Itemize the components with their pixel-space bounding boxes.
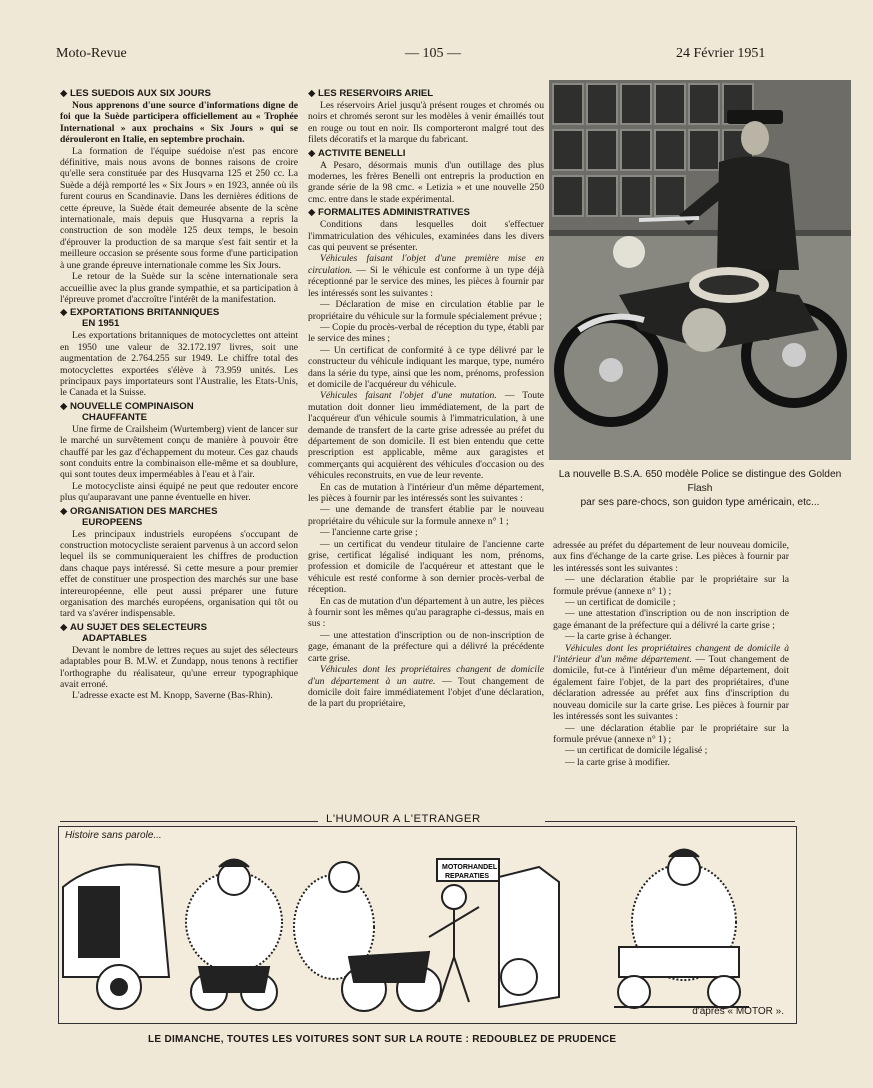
list-item: — une déclaration établie par le propriétaire sur la formule prévue (annexe n° 1) ; — [553, 722, 789, 745]
article-heading: ◆ FORMALITES ADMINISTRATIVES — [308, 207, 470, 219]
list-item: — une attestation d'inscription ou de non inscription de gage émanant de la préfecture qui a délivré la carte grise ; — [553, 608, 789, 631]
article-paragraph: En cas de mutation d'un département à un autre, les pièces à fournir sont les mêmes qu'au paragraphe ci-dessus, mais en sus : — [308, 595, 544, 630]
list-item: — l'ancienne carte grise ; — [320, 527, 418, 539]
column-right — [553, 540, 789, 768]
motorcycle-photo-illustration — [549, 80, 851, 460]
article-paragraph: A Pesaro, désormais munis d'un outillage des plus modernes, les frères Benelli ont entrepris la production en grande série de la 98 cmc. « Letizia » et une nouvelle 250 cmc. entre dans le stade expérimental. — [308, 159, 544, 205]
article-heading: ◆ ACTIVITE BENELLI — [308, 147, 406, 159]
shop-sign-line1: MOTORHANDEL — [442, 864, 498, 871]
humour-section-title: L'HUMOUR A L'ETRANGER — [326, 813, 481, 825]
article-paragraph: L'adresse exacte est M. Knopp, Saverne (Bas-Rhin). — [72, 690, 273, 702]
article-paragraph: Nous apprenons d'une source d'informations digne de foi que la Suède participera officiellement au « Trophée International » aux prochains « Six Jours » qui se dérouleront en Italie, en septembre prochain. — [60, 100, 298, 146]
header-magazine-name: Moto-Revue — [56, 46, 127, 61]
article-paragraph: Véhicules dont les propriétaires changent de domicile à l'intérieur d'un même département. — Tout changement de domicile, fut-ce à l'intérieur d'un même département, doit également faire l'objet, de la part des propriétaires, d'une déclaration adressée au préfet aux fins d'inscription du nouveau domicile sur la carte grise. Les pièces à fournir par les intéressés sont les suivantes : — [553, 642, 790, 723]
list-item: — un certificat de domicile ; — [565, 597, 676, 609]
diamond-bullet-icon: ◆ — [308, 147, 316, 159]
divider-line — [545, 821, 795, 822]
diamond-bullet-icon: ◆ — [60, 505, 68, 517]
article-paragraph: Les principaux industriels européens s'occupant de construction motocycliste seraient parvenus à un accord selon lequel ils se communiqueraient les chiffres de production dans chaque pays intéressé. Si cette mesure a pour premier effet de constituer une prospection des marchés sur une base intereuropéenne, elle peut aussi préparer une future organisation des marchés européens, organisation qui tôt ou tard va s'avérer indispensable. — [60, 528, 298, 620]
diamond-bullet-icon: ◆ — [60, 621, 68, 633]
list-item: — une attestation d'inscription ou de non-inscription de gage, émanant de la préfecture qui a délivré la précédente carte grise. — [308, 629, 544, 664]
diamond-bullet-icon: ◆ — [308, 88, 316, 99]
photo-caption: La nouvelle B.S.A. 650 modèle Police se distingue des Golden Flash par ses pare-chocs, son guidon type américain, etc... — [558, 469, 842, 508]
footer-safety-slogan: LE DIMANCHE, TOUTES LES VOITURES SONT SUR LA ROUTE : REDOUBLEZ DE PRUDENCE — [148, 1034, 617, 1045]
article-heading: ◆ AU SUJET DES SELECTEURS ADAPTABLES — [60, 621, 208, 644]
article-paragraph: Le motocycliste ainsi équipé ne peut que redouter encore plus qu'auparavant une panne éventuelle en hiver. — [60, 480, 298, 504]
article-heading: ◆ EXPORTATIONS BRITANNIQUES EN 1951 — [60, 307, 220, 330]
header-date: 24 Février 1951 — [676, 46, 766, 61]
article-paragraph: Les réservoirs Ariel jusqu'à présent rouges et chromés ou noirs et chromés seront sur les modèles à venir émaillés tout en rouge ou tout en noir. Ils comporteront malgré tout des filets décoratifs et la marque du fabricant. — [308, 100, 544, 146]
diamond-bullet-icon: ◆ — [308, 207, 316, 219]
article-paragraph: Véhicules faisant l'objet d'une première mise en circulation. — Si le véhicule est conforme à un type déjà réceptionné par le service des mines, les pièces à fournir par les intéressés sont les suivantes : — [308, 253, 544, 299]
diamond-bullet-icon: ◆ — [60, 88, 68, 99]
article-paragraph: adressée au préfet du département de leur nouveau domicile, aux fins d'échange de la carte grise. Les pièces à fournir par les intéressés sont les suivantes : — [553, 540, 789, 574]
list-item: — Un certificat de conformité à ce type délivré par le constructeur du véhicule indiquant les marque, type, numéro dans la série du type, ainsi que les nom, prénoms, profession et domicile de l'acquéreur du véhicule. — [308, 344, 544, 390]
list-item: — un certificat du vendeur titulaire de l'ancienne carte grise, certificat légalisé indiquant les nom, prénoms, profession et domicile de l'acquéreur et attestant que le véhicule est resté conforme à son dernier procès-verbal de réception. — [308, 538, 544, 596]
cartoon-illustration — [59, 827, 796, 1023]
article-paragraph: Conditions dans lesquelles doit s'effectuer l'immatriculation des véhicules, examinées dans les divers cas qui peuvent se présenter. — [308, 219, 544, 254]
cartoon-credit: d'après « MOTOR ». — [692, 1006, 784, 1017]
list-item: — la carte grise à modifier. — [565, 756, 670, 768]
article-heading: ◆ LES SUEDOIS AUX SIX JOURS — [60, 88, 211, 99]
article-heading: ◆ NOUVELLE COMPINAISON CHAUFFANTE — [60, 400, 194, 423]
list-item: — une demande de transfert établie par le nouveau propriétaire du véhicule sur la formule annexe n° 1 ; — [308, 504, 544, 527]
header-page-number: — 105 — — [405, 46, 461, 61]
article-paragraph: Le retour de la Suède sur la scène internationale sera accueillie avec la plus grande sympathie, et sa participation à l'épreuve promet d'accroître l'intérêt de la manifestation. — [60, 271, 298, 305]
article-paragraph: La formation de l'équipe suédoise n'est pas encore définitive, mais nous avons de bonnes raisons de croire qu'elle sera constituée par des Husqvarna 125 et 250 cc. La Suède a déjà remporté les « Six Jours » en 1923, année où ils furent courus en Scandinavie. Dans les dernières éditions de cette épreuve, la Suède était demeurée absente de la scène internationale, mais depuis que Husqvarna a repris la construction de son modèle 125 deux temps, le besoin d'éprouver la production de sa marque s'est fait sentir et la meilleure occasion se présente sous forme d'une participation à une grande épreuve internationale comme les Six Jours. — [60, 145, 298, 271]
article-heading: ◆ ORGANISATION DES MARCHES EUROPEENS — [60, 505, 218, 528]
article-heading: ◆ LES RESERVOIRS ARIEL — [308, 88, 434, 99]
article-paragraph: Véhicules dont les propriétaires changent de domicile d'un département à un autre. — Tout changement de domicile doit faire immédiatement l'objet d'une déclaration, de la part du propriétaire, — [308, 664, 544, 710]
article-paragraph: En cas de mutation à l'intérieur d'un même département, les pièces à fournir par les intéressés sont les suivantes : — [308, 481, 544, 504]
list-item: — Copie du procès-verbal de réception du type, établi par le service des mines ; — [308, 321, 544, 345]
column-left — [60, 86, 298, 702]
column-middle — [308, 86, 544, 710]
diamond-bullet-icon: ◆ — [60, 307, 68, 319]
list-item: — un certificat de domicile légalisé ; — [565, 745, 708, 757]
article-paragraph: Devant le nombre de lettres reçues au sujet des sélecteurs adaptables pour B. M.W. et Zundapp, nous tenons à rectifier l'orthographe du réalisateur, qu'une erreur typographique avait erroné. — [60, 644, 298, 691]
list-item: — la carte grise à échanger. — [565, 631, 672, 643]
article-paragraph: Véhicules faisant l'objet d'une mutation. — Toute mutation doit donner lieu immédiatement, de la part de l'acquéreur d'un véhicule soumis à l'immatriculation, à une demande de transfert de la carte grise adressée au préfet du département de son domicile. Il est bien entendu que cette prescription est applicable, même aux garagistes et commerçants qui acquièrent des véhicules d'occasion ou des véhicules reconstruits, en vue de leur revente. — [308, 390, 544, 482]
diamond-bullet-icon: ◆ — [60, 400, 68, 412]
list-item: — une déclaration établie par le propriétaire sur la formule prévue (annexe n° 1) ; — [553, 574, 789, 597]
list-item: — Déclaration de mise en circulation établie par le propriétaire du véhicule sur la formule spécialement prévue ; — [308, 299, 544, 322]
article-paragraph: Une firme de Crailsheim (Wurtemberg) vient de lancer sur le marché un survêtement conçu de manière à pouvoir être chauffé par les gaz d'échappement du moteur. Ces gaz chauds sont conduits entre la combinaison elle-même et sa doublure, qui sont toutes deux imperméables à l'eau et à l'air. — [60, 423, 298, 481]
cartoon-strip — [58, 826, 797, 1024]
shop-sign-line2: REPARATIES — [445, 873, 490, 880]
cartoon-label: Histoire sans parole... — [65, 830, 162, 841]
article-paragraph: Les exportations britanniques de motocyclettes ont atteint en 1950 une valeur de 32.172.197 livres, soit une augmentation de 2.764.255 sur 1949. Le chiffre total des motocyclettes exportées s'élève à 73.959 unités. Les principaux pays importateurs sont l'Australie, les Etats-Unis, le Canada et la Suisse. — [60, 330, 298, 399]
motorcycle-police-photo — [549, 80, 851, 460]
divider-line — [60, 821, 318, 822]
